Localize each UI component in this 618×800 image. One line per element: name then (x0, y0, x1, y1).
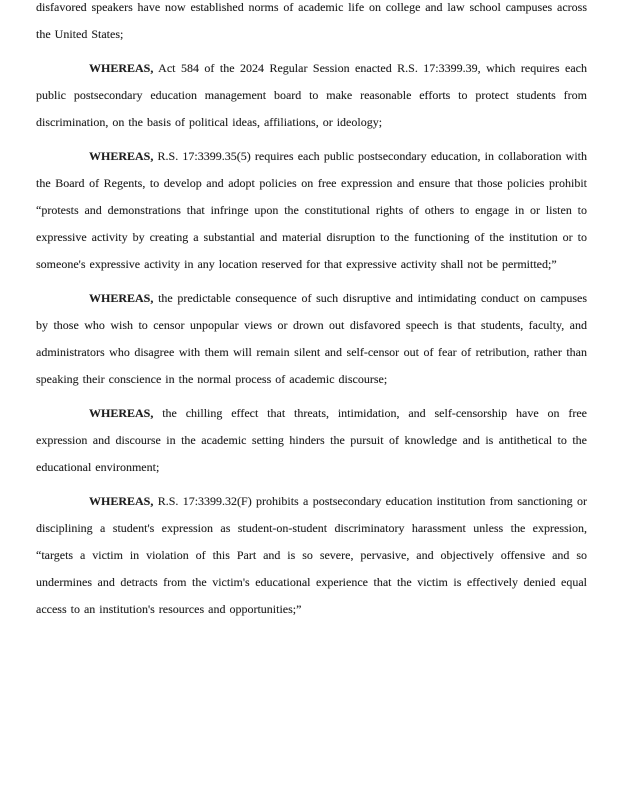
continuation-paragraph: disfavored speakers have now established norms of academic life on college and law school campuses across the United States; (36, 0, 587, 41)
whereas-label-1: WHEREAS, (89, 61, 154, 75)
whereas-label-5: WHEREAS, (89, 494, 154, 508)
whereas-body-5: R.S. 17:3399.32(F) prohibits a postsecondary education institution from sanctioning or disciplining a student's expression as student-on-student discriminatory harassment unless the expression, “targets a victim in violation of this Part and is so severe, pervasive, and objectively offensive and so undermines and detracts from the victim's educational experience that the victim is effectively denied equal access to an institution's resources and opportunities;” (36, 494, 587, 616)
whereas-body-1: Act 584 of the 2024 Regular Session enacted R.S. 17:3399.39, which requires each public postsecondary education management board to make reasonable efforts to protect students from discrimination, on the basis of political ideas, affiliations, or ideology; (36, 61, 587, 129)
whereas-body-3: the predictable consequence of such disruptive and intimidating conduct on campuses by those who wish to censor unpopular views or drown out disfavored speech is that students, faculty, and administrators who disagree with them will remain silent and self-censor out of fear of retribution, rather than speaking their conscience in the normal process of academic discourse; (36, 291, 587, 386)
whereas-label-4: WHEREAS, (89, 406, 154, 420)
whereas-paragraph-3 (36, 285, 587, 393)
whereas-paragraph-5 (36, 488, 587, 623)
whereas-body-4: the chilling effect that threats, intimidation, and self-censorship have on free expression and discourse in the academic setting hinders the pursuit of knowledge and is antithetical to the educational environment; (36, 406, 587, 474)
whereas-label-3: WHEREAS, (89, 291, 154, 305)
whereas-label-2: WHEREAS, (89, 149, 154, 163)
whereas-paragraph-4 (36, 400, 587, 481)
whereas-paragraph-2 (36, 143, 587, 278)
whereas-body-2: R.S. 17:3399.35(5) requires each public postsecondary education, in collaboration with the Board of Regents, to develop and adopt policies on free expression and ensure that those policies prohibit “protests and demonstrations that infringe upon the constitutional rights of others to engage in or listen to expressive activity by creating a substantial and material disruption to the functioning of the institution or to someone's expressive activity in any location reserved for that expressive activity shall not be permitted;” (36, 149, 587, 271)
whereas-paragraph-1 (36, 55, 587, 136)
